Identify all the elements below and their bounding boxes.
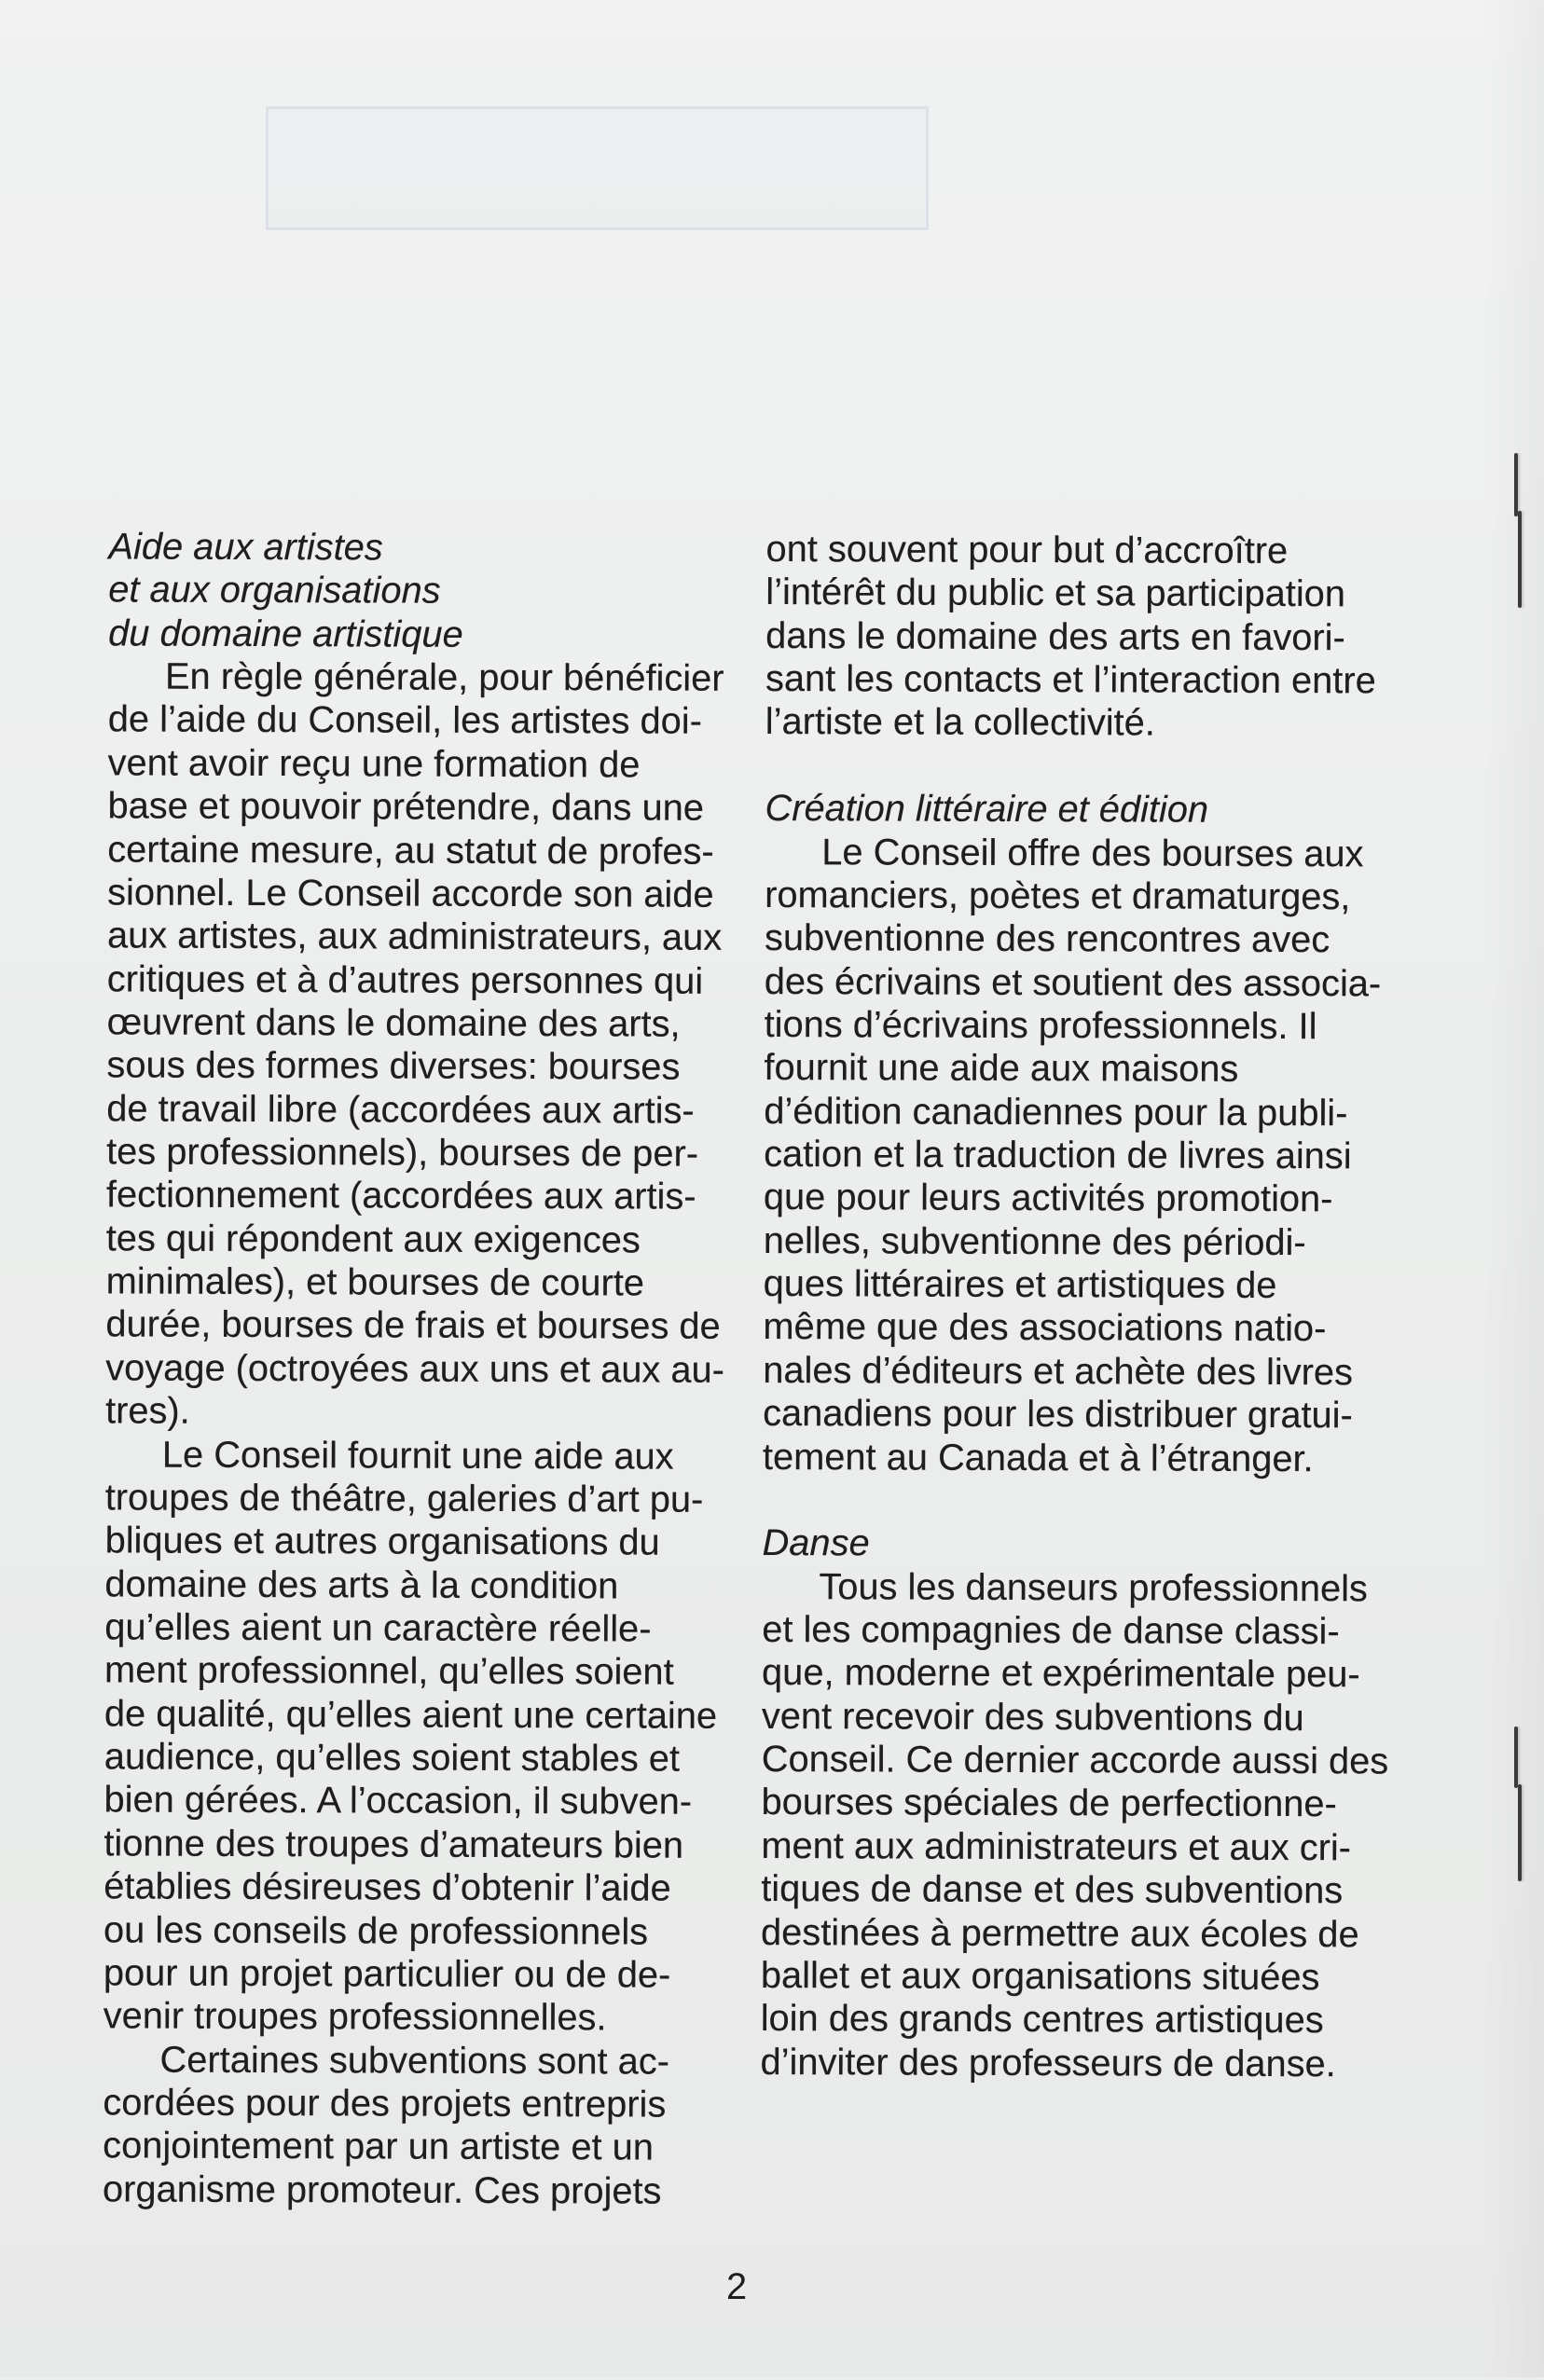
text-line: minimales), et bourses de courte [105, 1260, 645, 1304]
text-line: bliques et autres organisations du [104, 1520, 660, 1563]
text-line: loin des grands centres artistiques [760, 1998, 1324, 2042]
paragraph [103, 1433, 758, 2041]
text-line: Le Conseil fournit une aide aux [161, 1434, 674, 1478]
text-line: venir troupes professionnelles. [103, 1995, 607, 2039]
text-line: En règle générale, pour bénéficier [164, 655, 724, 699]
text-line: troupes de théâtre, galeries d’art pu- [104, 1477, 704, 1520]
text-line: certaine mesure, au statut de profes- [107, 828, 714, 873]
section-heading: Création littéraire et édition [765, 788, 1209, 831]
text-line: tes qui répondent aux exigences [105, 1218, 641, 1261]
heading-line: du domaine artistique [108, 612, 463, 655]
text-line: d’inviter des professeurs de danse. [760, 2041, 1336, 2084]
text-line: que pour leurs activités promotion- [763, 1176, 1333, 1220]
text-line: destinées à permettre aux écoles de [760, 1911, 1359, 1955]
text-line: voyage (octroyées aux uns et aux au- [105, 1347, 725, 1391]
text-line: tiques de danse et des subventions [761, 1868, 1344, 1912]
text-line: nelles, subventionne des périodi- [763, 1219, 1306, 1263]
text-line: critiques et à d’autres personnes qui [106, 957, 704, 1002]
text-line: et les compagnies de danse classi- [762, 1608, 1340, 1653]
text-line: conjointement par un artiste et un [103, 2125, 654, 2168]
text-line: ment aux administrateurs et aux cri- [761, 1824, 1352, 1869]
section-heading: Danse [762, 1522, 870, 1564]
text-line: ment professionnel, qu’elles soient [104, 1649, 674, 1693]
text-line: cation et la traduction de livres ainsi [764, 1133, 1352, 1177]
text-line: dans le domaine des arts en favori- [765, 614, 1345, 658]
text-line: de qualité, qu’elles aient une certaine [103, 1693, 718, 1737]
text-line: canadiens pour les distribuer gratui- [763, 1393, 1353, 1437]
section-heading [108, 525, 762, 657]
text-line: vent recevoir des subventions du [761, 1695, 1304, 1739]
text-line: audience, qu’elles soient stables et [103, 1736, 681, 1780]
text-line: pour un projet particulier ou de de- [103, 1952, 671, 1996]
heading-line: Aide aux artistes [108, 526, 383, 569]
text-line: Certaines subventions sont ac- [159, 2039, 670, 2083]
text-line: tionne des troupes d’amateurs bien [103, 1823, 684, 1866]
text-line: vent avoir reçu une formation de [107, 742, 641, 786]
text-line: de travail libre (accordées aux artis- [106, 1088, 695, 1132]
text-line: de l’aide du Conseil, les artistes doi- [107, 698, 703, 743]
text-line: ou les conseils de professionnels [103, 1908, 649, 1953]
text-line: ballet et aux organisations situées [760, 1954, 1320, 1999]
text-line: Le Conseil offre des bourses aux [821, 831, 1364, 874]
text-line: fournit une aide aux maisons [764, 1047, 1239, 1091]
right-column [760, 528, 1418, 2085]
text-line: l’intérêt du public et sa participation [765, 571, 1346, 615]
text-line: ont souvent pour but d’accroître [765, 528, 1289, 572]
text-line: ques littéraires et artistiques de [763, 1263, 1277, 1307]
page-number: 2 [726, 2266, 748, 2307]
text-line: subventionne des rencontres avec [764, 917, 1330, 961]
text-line: nales d’éditeurs et achète des livres [763, 1349, 1354, 1394]
text-line: l’artiste et la collectivité. [765, 701, 1155, 744]
text-line: bien gérées. A l’occasion, il subven- [103, 1779, 693, 1823]
text-line: des écrivains et soutient des associa- [764, 960, 1382, 1004]
text-line: domaine des arts à la condition [104, 1563, 619, 1607]
text-line: que, moderne et expérimentale peu- [762, 1652, 1360, 1696]
text-line: Tous les danseurs professionnels [819, 1565, 1368, 1609]
text-line: tions d’écrivains professionnels. Il [764, 1003, 1317, 1048]
text-line: qu’elles aient un caractère réelle- [104, 1606, 652, 1650]
heading-line: et aux organisations [108, 569, 441, 612]
text-line: sous des formes diverses: bourses [106, 1044, 681, 1088]
text-line: d’édition canadiennes pour la publi- [764, 1090, 1348, 1134]
text-line: sionnel. Le Conseil accorde son aide [107, 872, 714, 915]
section-creation-litteraire [763, 787, 1418, 1480]
left-column [103, 525, 762, 2213]
text-line: organisme promoteur. Ces projets [102, 2168, 662, 2212]
text-line: sant les contacts et l’interaction entre [765, 658, 1376, 702]
paragraph [103, 2038, 756, 2213]
text-line: durée, bourses de frais et bourses de [105, 1303, 721, 1348]
text-line: Conseil. Ce dernier accorde aussi des [761, 1739, 1389, 1782]
paragraph [105, 654, 761, 1435]
text-line: tement au Canada et à l’étranger. [762, 1436, 1314, 1479]
paragraph [765, 528, 1419, 746]
text-line: romanciers, poètes et dramaturges, [765, 874, 1351, 918]
text-line: bourses spéciales de perfectionne- [761, 1782, 1337, 1825]
text-line: même que des associations natio- [763, 1306, 1327, 1350]
text-line: aux artistes, aux administrateurs, aux [106, 915, 723, 959]
text-line: cordées pour des projets entrepris [103, 2082, 667, 2125]
text-line: œuvrent dans le domaine des arts, [106, 1001, 681, 1045]
text-line: établies désireuses d’obtenir l’aide [103, 1865, 671, 1909]
section-danse [760, 1521, 1414, 2085]
text-line: fectionnement (accordées aux artis- [105, 1174, 696, 1218]
text-line: tres). [105, 1390, 190, 1432]
text-line: tes professionnels), bourses de per- [106, 1131, 699, 1175]
text-line: base et pouvoir prétendre, dans une [107, 785, 704, 829]
